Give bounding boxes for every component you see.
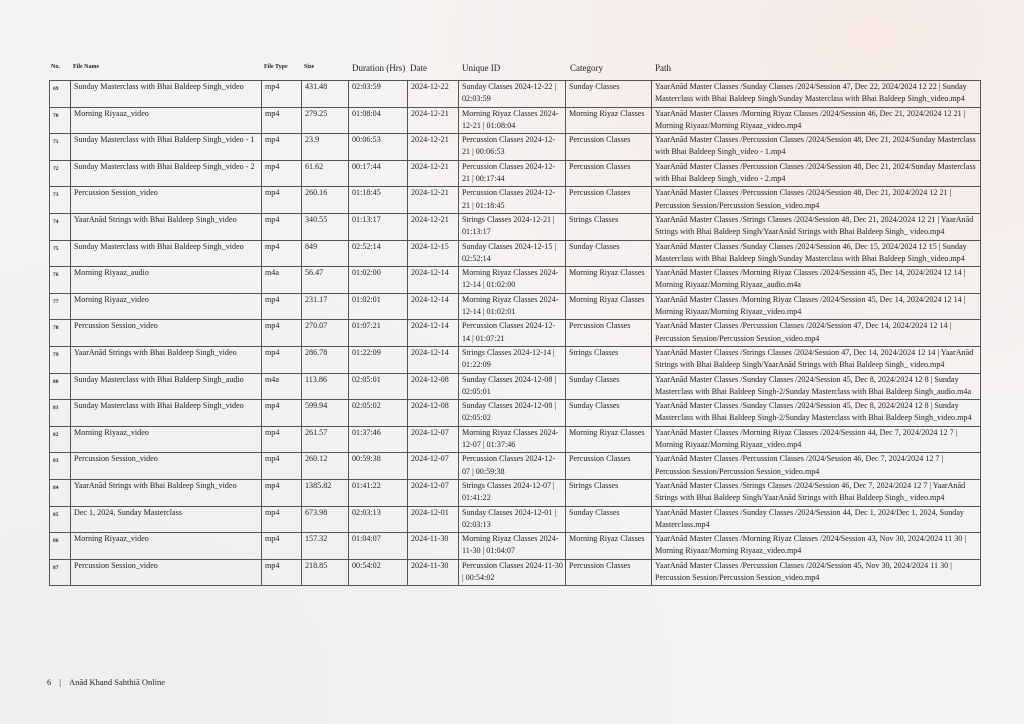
cell-unique-id: Sunday Classes 2024-12-08 | 02:05:02 — [459, 400, 566, 427]
footer-separator: | — [59, 677, 61, 687]
cell-category: Percussion Classes — [566, 160, 652, 187]
cell-path: YaarAnād Master Classes /Percussion Classes /2024/Session 45, Nov 30, 2024/2024 11 30 | Percussion Session/Percussion Session_video.mp4 — [652, 559, 981, 586]
cell-duration: 01:02:01 — [349, 293, 408, 320]
cell-no: 85 — [50, 506, 71, 533]
cell-no: 80 — [50, 373, 71, 400]
cell-file-name: YaarAnād Strings with Bhai Baldeep Singh_video — [71, 213, 262, 240]
cell-unique-id: Strings Classes 2024-12-21 | 01:13:17 — [459, 213, 566, 240]
cell-duration: 00:17:44 — [349, 160, 408, 187]
header-unique-id: Unique ID — [462, 63, 501, 73]
cell-unique-id: Percussion Classes 2024-12-21 | 00:17:44 — [459, 160, 566, 187]
header-size: Size — [304, 64, 315, 70]
cell-date: 2024-11-30 — [408, 533, 459, 560]
cell-size: 231.17 — [302, 293, 349, 320]
cell-size: 260.16 — [302, 187, 349, 214]
cell-no: 83 — [50, 453, 71, 480]
cell-file-name: YaarAnād Strings with Bhai Baldeep Singh_video — [71, 479, 262, 506]
cell-category: Percussion Classes — [566, 320, 652, 347]
cell-path: YaarAnād Master Classes /Morning Riyaz Classes /2024/Session 45, Dec 14, 2024/2024 12 14 | Morning Riyaaz/Morning Riyaaz_audio.m4a — [652, 267, 981, 294]
cell-file-type: mp4 — [262, 346, 302, 373]
cell-size: 270.07 — [302, 320, 349, 347]
cell-duration: 01:22:09 — [349, 346, 408, 373]
cell-unique-id: Strings Classes 2024-12-07 | 01:41:22 — [459, 479, 566, 506]
cell-no: 81 — [50, 400, 71, 427]
cell-path: YaarAnād Master Classes /Morning Riyaz Classes /2024/Session 44, Dec 7, 2024/2024 12 7 | Morning Riyaaz/Morning Riyaaz_video.mp4 — [652, 426, 981, 453]
cell-duration: 02:03:13 — [349, 506, 408, 533]
cell-path: YaarAnād Master Classes /Percussion Classes /2024/Session 47, Dec 14, 2024/2024 12 14 | Percussion Session/Percussion Session_video.mp4 — [652, 320, 981, 347]
cell-file-name: Sunday Masterclass with Bhai Baldeep Singh_video — [71, 81, 262, 108]
cell-no: 74 — [50, 213, 71, 240]
cell-file-type: mp4 — [262, 400, 302, 427]
page-number: 6 — [47, 677, 52, 687]
cell-file-name: Sunday Masterclass with Bhai Baldeep Singh_video - 2 — [71, 160, 262, 187]
cell-unique-id: Morning Riyaz Classes 2024-12-14 | 01:02:00 — [459, 267, 566, 294]
cell-file-type: mp4 — [262, 160, 302, 187]
cell-category: Morning Riyaz Classes — [566, 107, 652, 134]
cell-size: 673.98 — [302, 506, 349, 533]
cell-no: 86 — [50, 533, 71, 560]
cell-date: 2024-12-14 — [408, 346, 459, 373]
cell-size: 340.55 — [302, 213, 349, 240]
cell-file-name: Morning Riyaaz_video — [71, 426, 262, 453]
cell-date: 2024-12-14 — [408, 293, 459, 320]
table-row — [50, 533, 981, 560]
table-row — [50, 213, 981, 240]
cell-size: 279.25 — [302, 107, 349, 134]
cell-date: 2024-12-07 — [408, 479, 459, 506]
cell-no: 87 — [50, 559, 71, 586]
table-row — [50, 400, 981, 427]
cell-category: Morning Riyaz Classes — [566, 533, 652, 560]
table-row — [50, 426, 981, 453]
cell-duration: 01:37:46 — [349, 426, 408, 453]
header-file-type: File Type — [264, 64, 288, 70]
cell-no: 70 — [50, 107, 71, 134]
cell-date: 2024-12-14 — [408, 267, 459, 294]
cell-unique-id: Sunday Classes 2024-12-15 | 02:52:14 — [459, 240, 566, 267]
header-no: No. — [51, 64, 60, 70]
cell-no: 69 — [50, 81, 71, 108]
cell-unique-id: Sunday Classes 2024-12-08 | 02:05:01 — [459, 373, 566, 400]
cell-duration: 01:02:00 — [349, 267, 408, 294]
cell-date: 2024-12-07 — [408, 426, 459, 453]
cell-size: 113.86 — [302, 373, 349, 400]
cell-file-type: mp4 — [262, 187, 302, 214]
cell-file-name: Sunday Masterclass with Bhai Baldeep Singh_audio — [71, 373, 262, 400]
table-row — [50, 293, 981, 320]
cell-file-type: m4a — [262, 267, 302, 294]
cell-size: 286.78 — [302, 346, 349, 373]
cell-path: YaarAnād Master Classes /Percussion Classes /2024/Session 48, Dec 21, 2024/Sunday Masterclass with Bhai Baldeep Singh_video - 1.mp4 — [652, 134, 981, 161]
table-row — [50, 346, 981, 373]
table-row — [50, 267, 981, 294]
cell-no: 76 — [50, 267, 71, 294]
table-row — [50, 506, 981, 533]
cell-category: Sunday Classes — [566, 506, 652, 533]
cell-duration: 01:08:04 — [349, 107, 408, 134]
table-row — [50, 373, 981, 400]
cell-size: 56.47 — [302, 267, 349, 294]
cell-file-type: mp4 — [262, 293, 302, 320]
cell-category: Morning Riyaz Classes — [566, 426, 652, 453]
cell-file-type: mp4 — [262, 240, 302, 267]
cell-duration: 02:05:02 — [349, 400, 408, 427]
cell-size: 23.9 — [302, 134, 349, 161]
header-path: Path — [655, 63, 672, 73]
cell-path: YaarAnād Master Classes /Sunday Classes /2024/Session 45, Dec 8, 2024/2024 12 8 | Sunday Masterclass with Bhai Baldeep Singh-2/Sunday Masterclass with Bhai Baldeep Singh_audio.m4a — [652, 373, 981, 400]
cell-size: 157.32 — [302, 533, 349, 560]
cell-duration: 01:04:07 — [349, 533, 408, 560]
cell-file-type: mp4 — [262, 426, 302, 453]
cell-unique-id: Morning Riyaz Classes 2024-11-30 | 01:04:07 — [459, 533, 566, 560]
cell-date: 2024-12-22 — [408, 81, 459, 108]
cell-unique-id: Sunday Classes 2024-12-01 | 02:03:13 — [459, 506, 566, 533]
cell-size: 260.12 — [302, 453, 349, 480]
cell-category: Percussion Classes — [566, 134, 652, 161]
cell-duration: 00:59:38 — [349, 453, 408, 480]
table-row — [50, 453, 981, 480]
cell-file-type: mp4 — [262, 559, 302, 586]
cell-path: YaarAnād Master Classes /Sunday Classes /2024/Session 46, Dec 15, 2024/2024 12 15 | Sunday Masterclass with Bhai Baldeep Singh/Sunday Masterclass with Bhai Baldeep Singh_video.mp4 — [652, 240, 981, 267]
table-row — [50, 160, 981, 187]
cell-size: 599.94 — [302, 400, 349, 427]
cell-file-name: YaarAnād Strings with Bhai Baldeep Singh_video — [71, 346, 262, 373]
cell-file-name: Morning Riyaaz_audio — [71, 267, 262, 294]
cell-category: Sunday Classes — [566, 240, 652, 267]
cell-duration: 02:03:59 — [349, 81, 408, 108]
cell-file-name: Morning Riyaaz_video — [71, 107, 262, 134]
cell-file-type: mp4 — [262, 506, 302, 533]
table-row — [50, 559, 981, 586]
header-duration: Duration (Hrs) — [352, 63, 406, 73]
cell-unique-id: Strings Classes 2024-12-14 | 01:22:09 — [459, 346, 566, 373]
cell-size: 849 — [302, 240, 349, 267]
cell-duration: 00:54:02 — [349, 559, 408, 586]
cell-no: 72 — [50, 160, 71, 187]
cell-path: YaarAnād Master Classes /Strings Classes /2024/Session 48, Dec 21, 2024/2024 12 21 | YaarAnād Strings with Bhai Baldeep Singh/YaarAnād Strings with Bhai Baldeep Singh_ video.mp4 — [652, 213, 981, 240]
cell-date: 2024-12-14 — [408, 320, 459, 347]
table-row — [50, 81, 981, 108]
cell-duration: 01:13:17 — [349, 213, 408, 240]
cell-file-name: Sunday Masterclass with Bhai Baldeep Singh_video — [71, 400, 262, 427]
cell-file-name: Morning Riyaaz_video — [71, 293, 262, 320]
cell-size: 61.62 — [302, 160, 349, 187]
cell-file-name: Percussion Session_video — [71, 320, 262, 347]
cell-duration: 01:07:21 — [349, 320, 408, 347]
header-date: Date — [410, 63, 427, 73]
cell-file-type: mp4 — [262, 107, 302, 134]
cell-date: 2024-12-21 — [408, 134, 459, 161]
cell-path: YaarAnād Master Classes /Morning Riyaz Classes /2024/Session 46, Dec 21, 2024/2024 12 21 | Morning Riyaaz/Morning Riyaaz_video.mp4 — [652, 107, 981, 134]
cell-no: 82 — [50, 426, 71, 453]
cell-file-type: mp4 — [262, 320, 302, 347]
cell-no: 78 — [50, 320, 71, 347]
cell-size: 1385.82 — [302, 479, 349, 506]
cell-path: YaarAnād Master Classes /Sunday Classes /2024/Session 47, Dec 22, 2024/2024 12 22 | Sunday Masterclass with Bhai Baldeep Singh/Sunday Masterclass with Bhai Baldeep Singh_video.mp4 — [652, 81, 981, 108]
cell-file-type: mp4 — [262, 213, 302, 240]
cell-date: 2024-12-07 — [408, 453, 459, 480]
cell-path: YaarAnād Master Classes /Percussion Classes /2024/Session 46, Dec 7, 2024/2024 12 7 | Percussion Session/Percussion Session_video.mp4 — [652, 453, 981, 480]
cell-category: Strings Classes — [566, 213, 652, 240]
cell-no: 75 — [50, 240, 71, 267]
cell-unique-id: Percussion Classes 2024-12-07 | 00:59:38 — [459, 453, 566, 480]
cell-category: Strings Classes — [566, 479, 652, 506]
table-row — [50, 134, 981, 161]
cell-unique-id: Sunday Classes 2024-12-22 | 02:03:59 — [459, 81, 566, 108]
cell-unique-id: Morning Riyaz Classes 2024-12-14 | 01:02:01 — [459, 293, 566, 320]
cell-date: 2024-12-21 — [408, 107, 459, 134]
cell-date: 2024-12-21 — [408, 213, 459, 240]
cell-unique-id: Morning Riyaz Classes 2024-12-21 | 01:08:04 — [459, 107, 566, 134]
cell-path: YaarAnād Master Classes /Percussion Classes /2024/Session 48, Dec 21, 2024/2024 12 21 | Percussion Session/Percussion Session_video.mp4 — [652, 187, 981, 214]
header-file-name: File Name — [73, 64, 100, 70]
cell-file-type: mp4 — [262, 533, 302, 560]
header-category: Category — [570, 63, 603, 73]
cell-category: Sunday Classes — [566, 373, 652, 400]
cell-unique-id: Percussion Classes 2024-12-14 | 01:07:21 — [459, 320, 566, 347]
table-row — [50, 240, 981, 267]
cell-size: 218.85 — [302, 559, 349, 586]
cell-file-name: Sunday Masterclass with Bhai Baldeep Singh_video - 1 — [71, 134, 262, 161]
cell-category: Percussion Classes — [566, 559, 652, 586]
cell-no: 79 — [50, 346, 71, 373]
cell-no: 77 — [50, 293, 71, 320]
cell-path: YaarAnād Master Classes /Percussion Classes /2024/Session 48, Dec 21, 2024/Sunday Masterclass with Bhai Baldeep Singh_video - 2.mp4 — [652, 160, 981, 187]
cell-date: 2024-12-01 — [408, 506, 459, 533]
footer-title: Anād Khand Sahthiā Online — [68, 677, 166, 687]
cell-category: Percussion Classes — [566, 453, 652, 480]
cell-file-name: Percussion Session_video — [71, 559, 262, 586]
cell-path: YaarAnād Master Classes /Sunday Classes /2024/Session 44, Dec 1, 2024/Dec 1, 2024, Sunday Masterclass.mp4 — [652, 506, 981, 533]
cell-category: Morning Riyaz Classes — [566, 293, 652, 320]
cell-no: 84 — [50, 479, 71, 506]
table-header — [50, 62, 980, 76]
cell-unique-id: Percussion Classes 2024-11-30 | 00:54:02 — [459, 559, 566, 586]
cell-date: 2024-11-30 — [408, 559, 459, 586]
cell-date: 2024-12-08 — [408, 400, 459, 427]
cell-unique-id: Percussion Classes 2024-12-21 | 01:18:45 — [459, 187, 566, 214]
cell-path: YaarAnād Master Classes /Morning Riyaz Classes /2024/Session 43, Nov 30, 2024/2024 11 30 | Morning Riyaaz/Morning Riyaaz_video.mp4 — [652, 533, 981, 560]
cell-path: YaarAnād Master Classes /Strings Classes /2024/Session 46, Dec 7, 2024/2024 12 7 | YaarAnād Strings with Bhai Baldeep Singh/YaarAnād Strings with Bhai Baldeep Singh_ video.mp4 — [652, 479, 981, 506]
cell-date: 2024-12-21 — [408, 160, 459, 187]
cell-file-name: Dec 1, 2024, Sunday Masterclass — [71, 506, 262, 533]
cell-category: Morning Riyaz Classes — [566, 267, 652, 294]
cell-path: YaarAnād Master Classes /Sunday Classes /2024/Session 45, Dec 8, 2024/2024 12 8 | Sunday Masterclass with Bhai Baldeep Singh-2/Sunday Masterclass with Bhai Baldeep Singh_video.mp4 — [652, 400, 981, 427]
file-table — [49, 80, 981, 586]
cell-file-name: Percussion Session_video — [71, 187, 262, 214]
cell-date: 2024-12-15 — [408, 240, 459, 267]
cell-category: Strings Classes — [566, 346, 652, 373]
cell-unique-id: Percussion Classes 2024-12-21 | 00:06:53 — [459, 134, 566, 161]
cell-file-type: mp4 — [262, 81, 302, 108]
table-row — [50, 320, 981, 347]
cell-file-name: Morning Riyaaz_video — [71, 533, 262, 560]
cell-date: 2024-12-21 — [408, 187, 459, 214]
cell-file-name: Percussion Session_video — [71, 453, 262, 480]
cell-file-type: mp4 — [262, 134, 302, 161]
cell-duration: 02:05:01 — [349, 373, 408, 400]
cell-duration: 01:18:45 — [349, 187, 408, 214]
cell-file-name: Sunday Masterclass with Bhai Baldeep Singh_video — [71, 240, 262, 267]
cell-path: YaarAnād Master Classes /Morning Riyaz Classes /2024/Session 45, Dec 14, 2024/2024 12 14 | Morning Riyaaz/Morning Riyaaz_video.mp4 — [652, 293, 981, 320]
cell-category: Percussion Classes — [566, 187, 652, 214]
cell-file-type: m4a — [262, 373, 302, 400]
cell-file-type: mp4 — [262, 453, 302, 480]
cell-size: 261.57 — [302, 426, 349, 453]
table-row — [50, 187, 981, 214]
cell-file-type: mp4 — [262, 479, 302, 506]
cell-category: Sunday Classes — [566, 81, 652, 108]
cell-duration: 02:52:14 — [349, 240, 408, 267]
cell-no: 71 — [50, 134, 71, 161]
cell-unique-id: Morning Riyaz Classes 2024-12-07 | 01:37:46 — [459, 426, 566, 453]
cell-no: 73 — [50, 187, 71, 214]
table-row — [50, 479, 981, 506]
cell-duration: 00:06:53 — [349, 134, 408, 161]
cell-path: YaarAnād Master Classes /Strings Classes /2024/Session 47, Dec 14, 2024/2024 12 14 | YaarAnād Strings with Bhai Baldeep Singh/YaarAnād Strings with Bhai Baldeep Singh_ video.mp4 — [652, 346, 981, 373]
page-footer — [47, 677, 165, 687]
cell-duration: 01:41:22 — [349, 479, 408, 506]
cell-date: 2024-12-08 — [408, 373, 459, 400]
cell-category: Sunday Classes — [566, 400, 652, 427]
table-row — [50, 107, 981, 134]
cell-size: 431.48 — [302, 81, 349, 108]
